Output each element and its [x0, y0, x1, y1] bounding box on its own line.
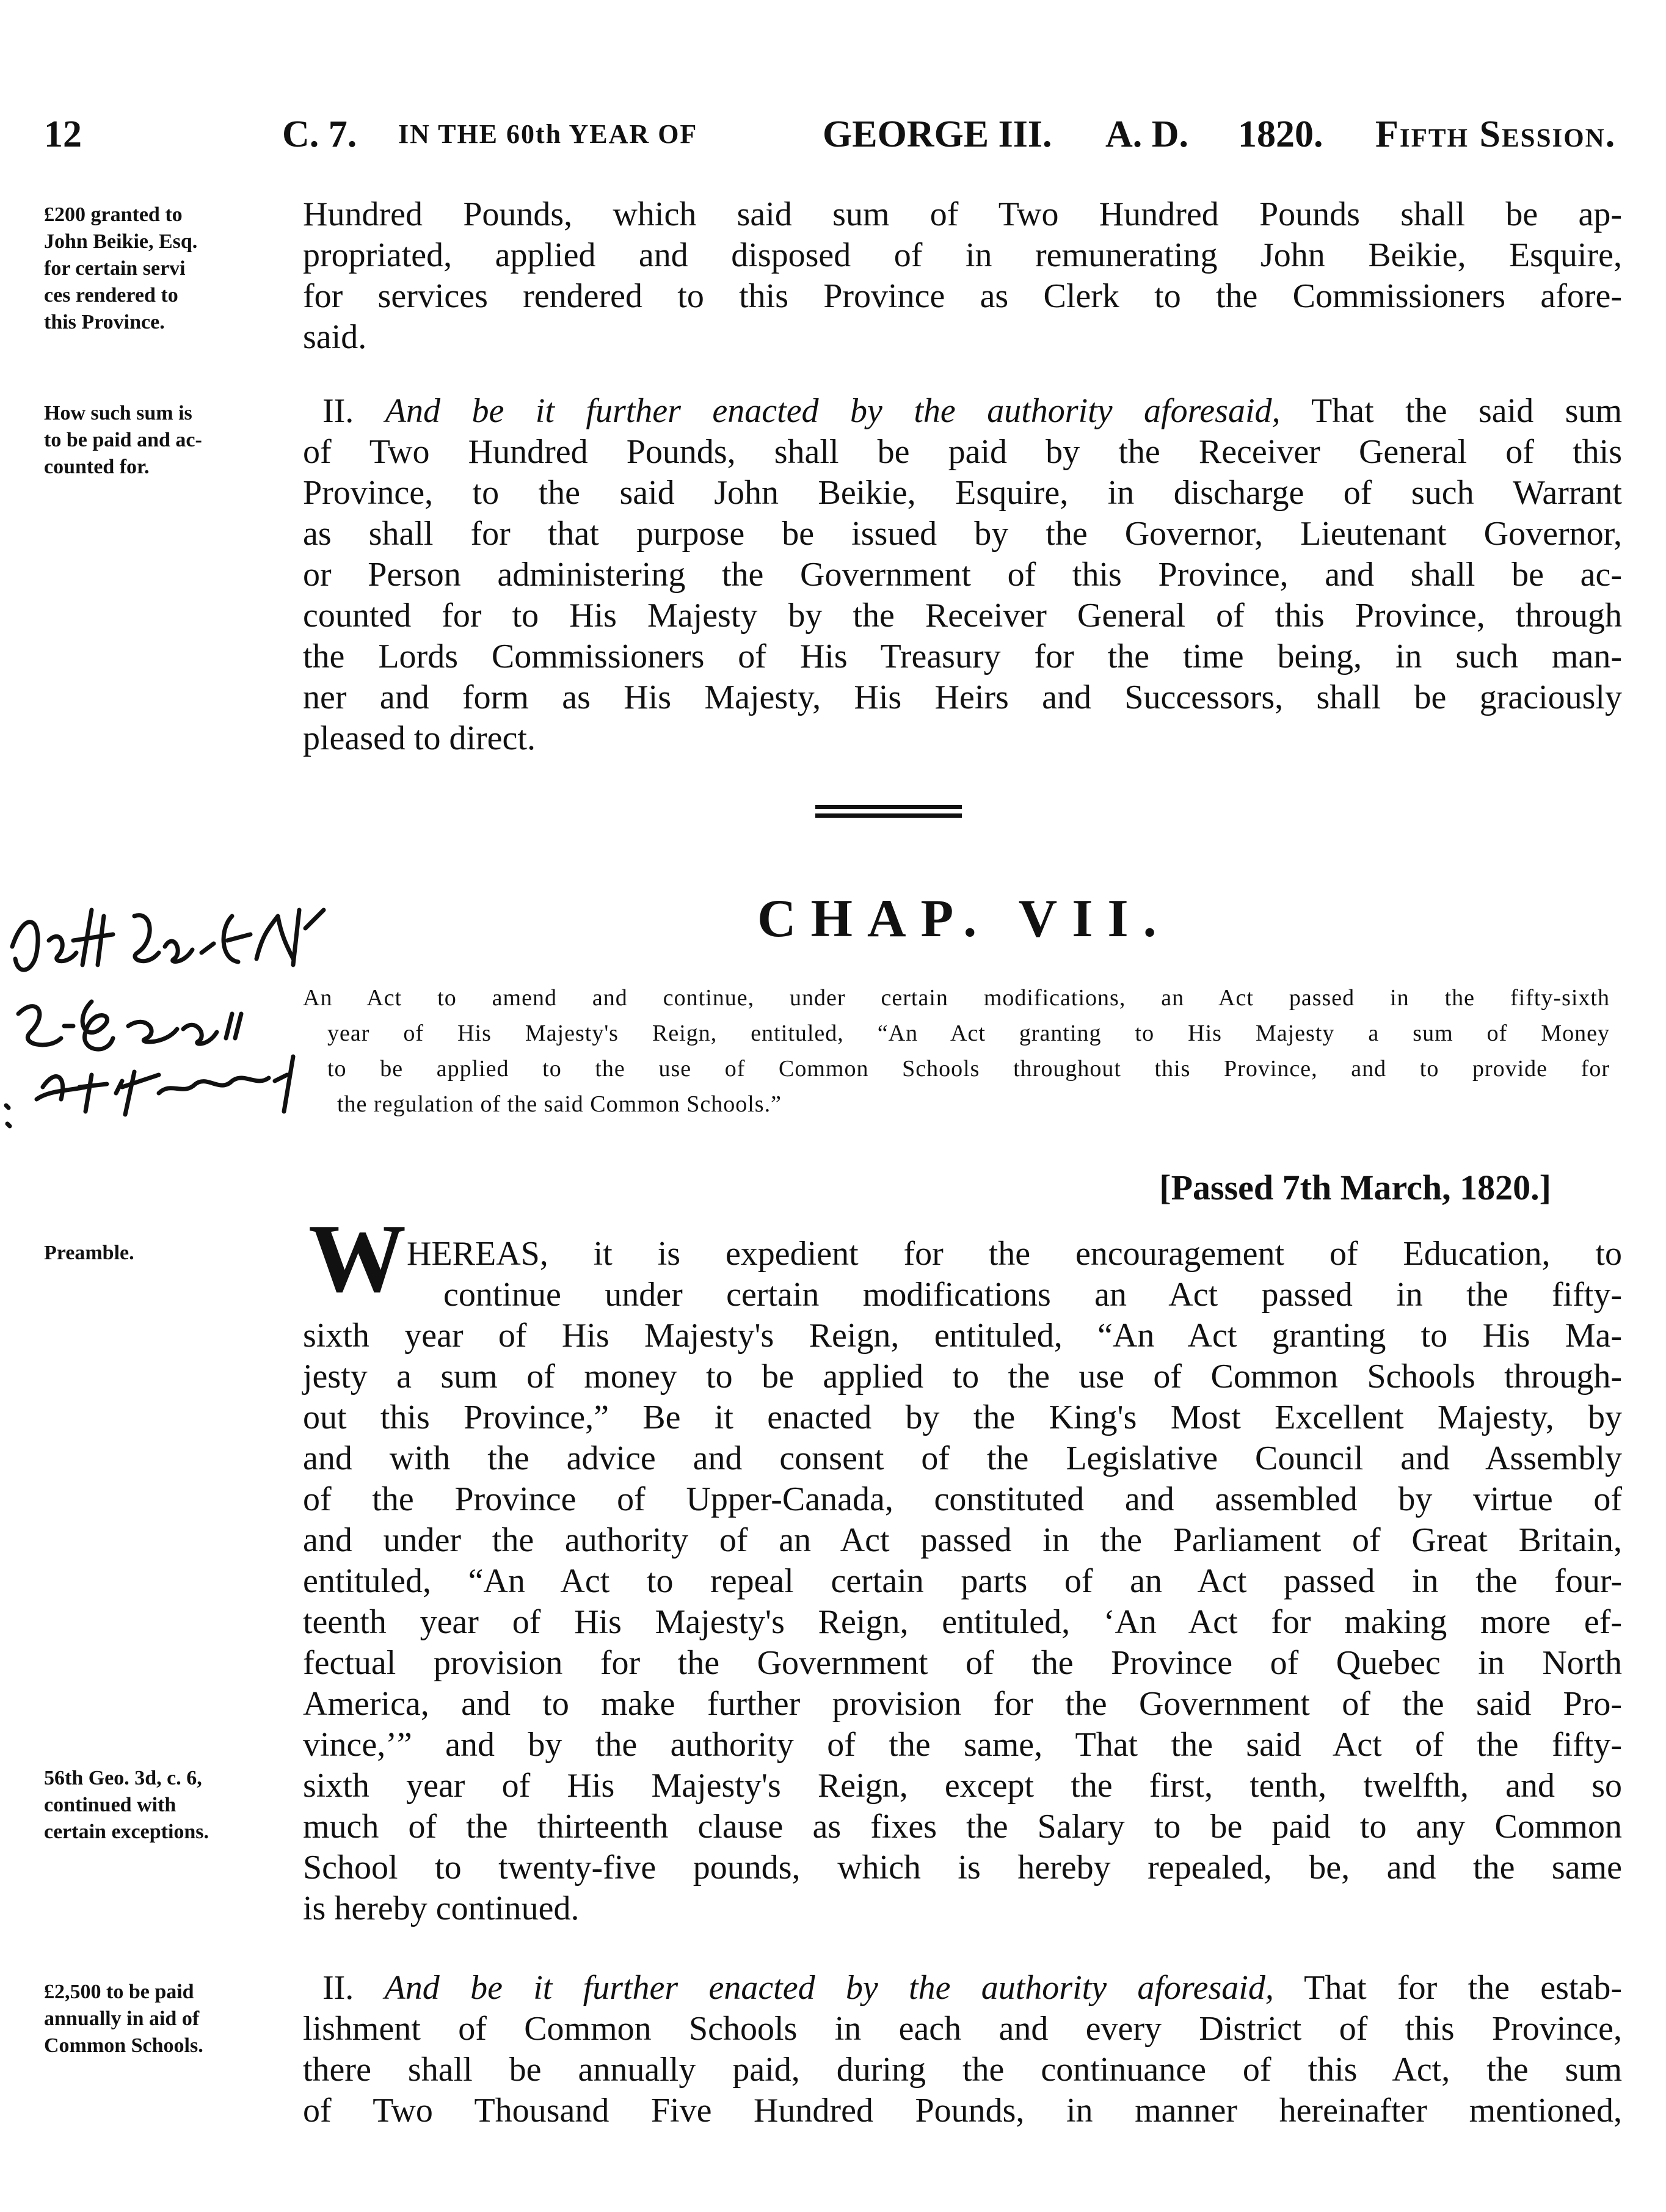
text-line: vince,’” and by the authority of the same, That the said Act of the fifty- — [303, 1726, 1622, 1764]
text-line: much of the thirteenth clause as fixes the Salary to be paid to any Common — [303, 1808, 1622, 1846]
margin-note-continued — [44, 1765, 300, 1846]
text-line: lishment of Common Schools in each and every District of this Province, — [303, 2010, 1622, 2048]
text-line: jesty a sum of money to be applied to the use of Common Schools through- — [303, 1358, 1622, 1395]
section-divider — [815, 805, 962, 818]
text-line: out this Province,” Be it enacted by the King's Most Excellent Majesty, by — [303, 1399, 1622, 1436]
margin-note-grant — [44, 202, 300, 336]
text-line: for services rendered to this Province as Clerk to the Commissioners afore- — [303, 277, 1622, 315]
text-line: teenth year of His Majesty's Reign, entituled, ‘An Act for making more ef- — [303, 1603, 1622, 1641]
text-line: entituled, “An Act to repeal certain parts of an Act passed in the four- — [303, 1562, 1622, 1600]
header-chapter: C. 7. — [282, 114, 357, 155]
margin-note-line: annually in aid of — [44, 2007, 200, 2030]
text-line: the Lords Commissioners of His Treasury for the time being, in such man- — [303, 638, 1622, 675]
passed-date: [Passed 7th March, 1820.] — [1159, 1168, 1551, 1207]
margin-note-line: counted for. — [44, 456, 150, 478]
text-line: School to twenty-five pounds, which is hereby repealed, be, and the same — [303, 1849, 1622, 1886]
text-line: of Two Thousand Five Hundred Pounds, in manner hereinafter mentioned, — [303, 2092, 1622, 2130]
section-number: II. — [322, 392, 354, 430]
divider-rule — [815, 813, 962, 818]
margin-note-line: £2,500 to be paid — [44, 1981, 194, 2003]
margin-note-payment — [44, 400, 300, 481]
text-line: sixth year of His Majesty's Reign, except the first, tenth, twelfth, and so — [303, 1767, 1622, 1805]
margin-note-line: How such sum is — [44, 402, 192, 424]
text-line: continue under certain modifications an Act passed in the fifty- — [443, 1276, 1622, 1314]
header-session: Fifth Session. — [1375, 114, 1617, 155]
preamble-text — [303, 1234, 1622, 1929]
margin-note-line: John Beikie, Esq. — [44, 230, 198, 253]
act-title-line: to be applied to the use of Common Schools throughout this Province, and to provide for — [327, 1056, 1610, 1082]
text-line: HEREAS, it is expedient for the encouragement of Education, to — [407, 1235, 1622, 1273]
section-three-text — [303, 1968, 1622, 2131]
text-line: pleased to direct. — [303, 719, 536, 757]
text-line-lead — [303, 1968, 1622, 2009]
drop-cap: W — [308, 1204, 406, 1312]
act-title-line: the regulation of the said Common Schools.” — [337, 1091, 782, 1117]
header-monarch: GEORGE III. — [823, 114, 1052, 155]
margin-note-line: continued with — [44, 1794, 176, 1816]
section-one-text — [303, 194, 1622, 358]
margin-note-line: certain exceptions. — [44, 1821, 209, 1843]
act-title — [303, 980, 1610, 1122]
text-line: as shall for that purpose be issued by the Governor, Lieutenant Governor, — [303, 515, 1622, 553]
text-line: sixth year of His Majesty's Reign, entituled, “An Act granting to His Ma- — [303, 1317, 1622, 1355]
margin-note-line: for certain servi — [44, 257, 186, 280]
margin-note-line: 56th Geo. 3d, c. 6, — [44, 1767, 202, 1789]
text-line: there shall be annually paid, during the continuance of this Act, the sum — [303, 2051, 1622, 2089]
margin-note-preamble — [44, 1240, 300, 1267]
text-line: Province, to the said John Beikie, Esquire, in discharge of such Warrant — [303, 474, 1622, 512]
section-number: II. — [322, 1969, 354, 2007]
running-header — [44, 107, 1626, 162]
text-line: of the Province of Upper-Canada, constituted and assembled by virtue of — [303, 1480, 1622, 1518]
margin-note-line: ces rendered to — [44, 284, 178, 307]
text-line: Hundred Pounds, which said sum of Two Hundred Pounds shall be ap- — [303, 195, 1622, 233]
margin-note-line: £200 granted to — [44, 203, 183, 226]
divider-rule — [815, 805, 962, 809]
text-line: and with the advice and consent of the Legislative Council and Assembly — [303, 1439, 1622, 1477]
handwritten-annotation — [0, 873, 342, 1130]
margin-note-line: this Province. — [44, 311, 165, 333]
text-line: is hereby continued. — [303, 1890, 580, 1927]
margin-note-line: to be paid and ac- — [44, 429, 202, 451]
section-two-text — [303, 391, 1622, 759]
header-year: 1820. — [1238, 114, 1323, 155]
text-fragment: That the said sum — [1311, 392, 1623, 430]
text-line: and under the authority of an Act passed in the Parliament of Great Britain, — [303, 1521, 1622, 1559]
act-title-line: year of His Majesty's Reign, entituled, “An Act granting to His Majesty a sum of Money — [327, 1021, 1610, 1046]
text-line: fectual provision for the Government of the Province of Quebec in North — [303, 1644, 1622, 1682]
header-era: A. D. — [1105, 114, 1189, 155]
text-line: or Person administering the Government of this Province, and shall be ac- — [303, 556, 1622, 594]
text-line: America, and to make further provision for the Government of the said Pro- — [303, 1685, 1622, 1723]
enacting-phrase: And be it further enacted by the authority aforesaid, — [384, 1969, 1274, 2007]
margin-note-annual-grant — [44, 1979, 300, 2059]
text-line-lead — [303, 391, 1622, 432]
act-title-line: An Act to amend and continue, under certain modifications, an Act passed in the fifty-sixth — [303, 985, 1610, 1011]
text-fragment: That for the estab- — [1304, 1969, 1623, 2007]
text-line: ner and form as His Majesty, His Heirs and Successors, shall be graciously — [303, 679, 1622, 716]
text-line: said. — [303, 318, 367, 356]
enacting-phrase: And be it further enacted by the authority aforesaid, — [385, 392, 1281, 430]
text-line: of Two Hundred Pounds, shall be paid by the Receiver General of this — [303, 433, 1622, 471]
page-number: 12 — [44, 114, 82, 155]
text-line: propriated, applied and disposed of in remunerating John Beikie, Esquire, — [303, 236, 1622, 274]
margin-note-line: Common Schools. — [44, 2034, 203, 2057]
text-line: counted for to His Majesty by the Receiver General of this Province, through — [303, 597, 1622, 635]
header-year-phrase: IN THE 60th YEAR OF — [398, 119, 698, 149]
chapter-title: CHAP. VII. — [757, 889, 1171, 948]
margin-note-line: Preamble. — [44, 1242, 134, 1264]
